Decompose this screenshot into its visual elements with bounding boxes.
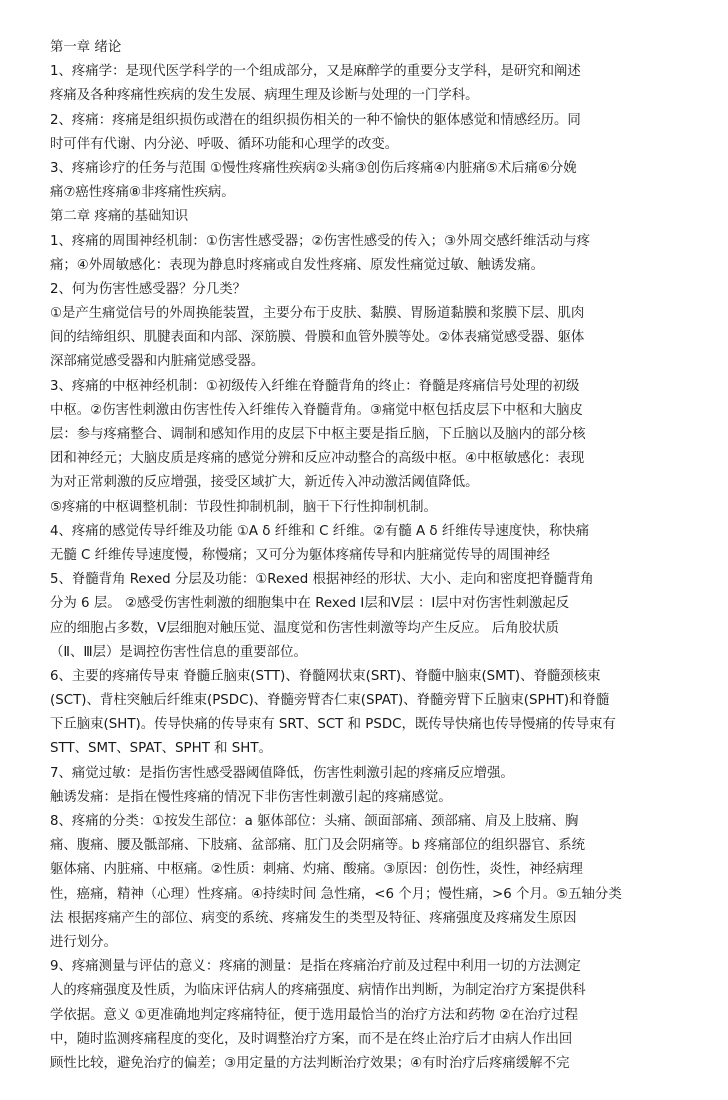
text-line: 8、疼痛的分类：①按发生部位：a 躯体部位：头痛、颌面部痛、颈部痛、肩及上肢痛、胸 xyxy=(50,814,579,829)
text-line: 下丘脑束(SHT)。传导快痛的传导束有 SRT、SCT 和 PSDC，既传导快痛也传导慢痛的传导束有 xyxy=(50,717,616,733)
paragraph xyxy=(50,157,714,205)
text-line: 时可伴有代谢、内分泌、呼吸、循环功能和心理学的改变。 xyxy=(50,136,399,152)
text-line: 人的疼痛强度及性质，为临床评估病人的疼痛强度、病情作出判断，为制定治疗方案提供科 xyxy=(50,983,586,999)
text-line: 应的细胞占多数，Ⅴ层细胞对触压觉、温度觉和伤害性刺激等均产生反应。 后角胶状质 xyxy=(50,620,559,636)
text-line: 7、痛觉过敏：是指伤害性感受器阈值降低，伤害性刺激引起的疼痛反应增强。 xyxy=(50,765,514,781)
paragraph xyxy=(50,109,714,157)
text-line: 学依据。意义 ①更准确地判定疼痛特征，便于选用最恰当的治疗方法和药物 ②在治疗过程 xyxy=(50,1007,578,1023)
text-line: 层：参与疼痛整合、调制和感知作用的皮层下中枢主要是指丘脑，下丘脑以及脑内的部分核 xyxy=(50,427,586,442)
paragraph xyxy=(50,810,714,955)
paragraph xyxy=(50,955,714,1076)
text-line: ①是产生痛觉信号的外周换能装置，主要分布于皮肤、黏膜、胃肠道黏膜和浆膜下层、肌肉 xyxy=(50,306,585,322)
paragraph xyxy=(50,278,714,302)
text-line: 3、疼痛诊疗的任务与范围 ①慢性疼痛性疾病②头痛③创伤后疼痛④内脏痛⑤术后痛⑥分娩 xyxy=(50,160,577,176)
paragraph xyxy=(50,520,714,568)
paragraph xyxy=(50,568,714,665)
text-line: 疼痛及各种疼痛性疾病的发生发展、病理生理及诊断与处理的一门学科。 xyxy=(50,88,479,104)
paragraph xyxy=(50,762,714,786)
chapter-heading xyxy=(50,205,714,229)
text-line: 痛、腹痛、腰及骶部痛、下肢痛、盆部痛、肛门及会阴痛等。b 疼痛部位的组织器官、系统 xyxy=(50,838,585,854)
text-line: ⑤疼痛的中枢调整机制：节段性抑制机制，脑干下行性抑制机制。 xyxy=(50,499,437,515)
text-line: 进行划分。 xyxy=(50,934,117,950)
text-line: 性，癌痛，精神（心理）性疼痛。④持续时间 急性痛，<6 个月；慢性痛，>6 个月。⑤五轴分类 xyxy=(50,886,622,902)
text-line: 触诱发痛：是指在慢性疼痛的情况下非伤害性刺激引起的疼痛感觉。 xyxy=(50,789,452,805)
text-line: 5、脊髓背角 Rexed 分层及功能：①Rexed 根据神经的形状、大小、走向和密度把脊髓背角 xyxy=(50,572,594,588)
text-line: 第一章 绪论 xyxy=(50,40,122,55)
text-line: 3、疼痛的中枢神经机制：①初级传入纤维在脊髓背角的终止：脊髓是疼痛信号处理的初级 xyxy=(50,378,580,394)
text-line: 第二章 疼痛的基础知识 xyxy=(50,209,189,225)
text-line: 痛⑦癌性疼痛⑧非疼痛性疾病。 xyxy=(50,185,235,201)
text-line: 2、疼痛：疼痛是组织损伤或潜在的组织损伤相关的一种不愉快的躯体感觉和情感经历。同 xyxy=(50,112,581,128)
text-line: 分为 6 层。 ②感受伤害性刺激的细胞集中在 Rexed Ⅰ层和Ⅴ层 ：Ⅰ层中对伤害性刺激起反 xyxy=(50,596,570,612)
text-line: 痛；④外周敏感化：表现为静息时疼痛或自发性疼痛、原发性痛觉过敏、触诱发痛。 xyxy=(50,257,545,273)
paragraph xyxy=(50,786,714,810)
paragraph xyxy=(50,230,714,278)
text-line: 中枢。②伤害性刺激由伤害性传入纤维传入脊髓背角。③痛觉中枢包括皮层下中枢和大脑皮 xyxy=(50,402,583,418)
paragraph xyxy=(50,665,714,762)
paragraph xyxy=(50,60,714,108)
text-line: 6、主要的疼痛传导束 脊髓丘脑束(STT)、脊髓网状束(SRT)、脊髓中脑束(SMT)、脊髓颈核束 xyxy=(50,668,601,684)
text-line: 团和神经元；大脑皮质是疼痛的感觉分辨和反应冲动整合的高级中枢。④中枢敏感化：表现 xyxy=(50,451,585,467)
text-line: 9、疼痛测量与评估的意义：疼痛的测量：是指在疼痛治疗前及过程中利用一切的方法测定 xyxy=(50,959,581,975)
text-line: STT、SMT、SPAT、SPHT 和 SHT。 xyxy=(50,741,272,757)
text-line: 为对正常刺激的反应增强，接受区域扩大，新近传入冲动激活阈值降低。 xyxy=(50,475,479,491)
text-line: 4、疼痛的感觉传导纤维及功能 ①A δ 纤维和 C 纤维。②有髓 A δ 纤维传导速度快，称快痛 xyxy=(50,523,590,539)
text-line: 1、疼痛学：是现代医学科学的一个组成部分，又是麻醉学的重要分支学科，是研究和阐述 xyxy=(50,64,581,80)
text-line: 深部痛觉感受器和内脏痛觉感受器。 xyxy=(50,354,265,370)
text-line: 躯体痛、内脏痛、中枢痛。②性质：刺痛、灼痛、酸痛。③原因：创伤性，炎性，神经病理 xyxy=(50,862,583,878)
text-line: (SCT)、背柱突触后纤维束(PSDC)、脊髓旁臂杏仁束(SPAT)、脊髓旁臂下丘脑束(SPHT)和脊髓 xyxy=(50,693,610,709)
text-line: 1、疼痛的周围神经机制：①伤害性感受器；②伤害性感受的传入；③外周交感纤维活动与疼 xyxy=(50,233,590,249)
text-line: 中，随时监测疼痛程度的变化，及时调整治疗方案，而不是在终止治疗后才由病人作出回 xyxy=(50,1031,573,1047)
paragraph xyxy=(50,375,714,496)
text-line: （Ⅱ、Ⅲ层）是调控伤害性信息的重要部位。 xyxy=(50,644,307,660)
text-line: 无髓 C 纤维传导速度慢，称慢痛；又可分为躯体疼痛传导和内脏痛觉传导的周围神经 xyxy=(50,547,550,563)
paragraph xyxy=(50,496,714,520)
text-line: 间的结缔组织、肌腱表面和内部、深筋膜、骨膜和血管外膜等处。②体表痛觉感受器、躯体 xyxy=(50,330,585,346)
text-line: 2、何为伤害性感受器？分几类？ xyxy=(50,281,246,297)
text-line: 顾性比较，避免治疗的偏差；③用定量的方法判断治疗效果；④有时治疗后疼痛缓解不完 xyxy=(50,1055,570,1071)
paragraph xyxy=(50,302,714,375)
chapter-heading xyxy=(50,36,714,60)
text-line: 法 根据疼痛产生的部位、病变的系统、疼痛发生的类型及特征、疼痛强度及疼痛发生原因 xyxy=(50,910,577,926)
